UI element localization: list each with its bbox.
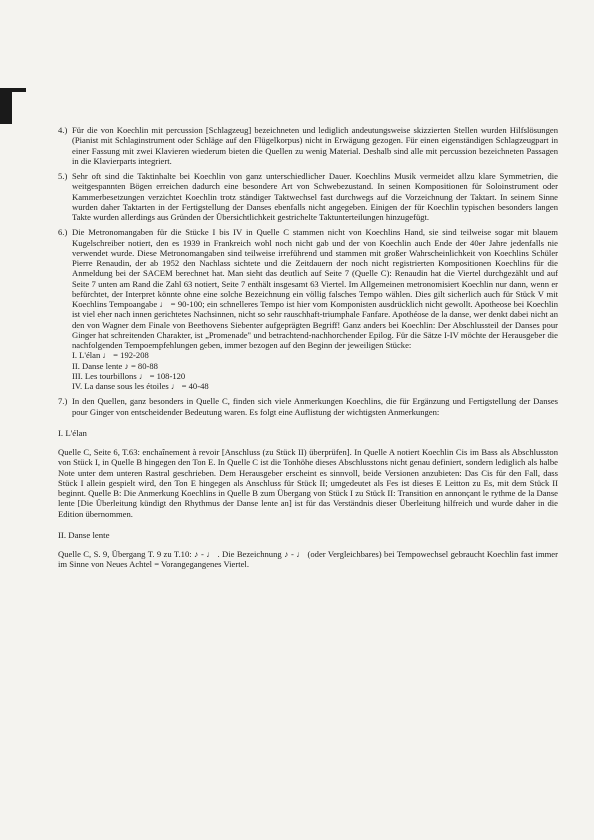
section-text: Quelle C, Seite 6, T.63: enchaînement à revoir [Anschluss (zu Stück II) überprüfen]. In Quelle A notiert Koechlin Cis im Bass als Abschlusston von Stück I, in Quelle B hingegen den Ton E. In Quelle C ist die Tonhöhe dieses Abschlusstons nicht genau definiert, sondern lediglich als halbe Note unter dem unteren Rastral geschrieben. Dem Herausgeber erscheint es sinnvoll, beide Versionen anzubieten: Das Cis für den Fall, dass Stück I allein gespielt wird, den Ton E hingegen als Anschluss für Stück II; umgedeutet als Fes ist dieses E Leitton zu Es, mit dem Stück II beginnt. Quelle B: Die Anmerkung Koechlins in Quelle B zum Übergang von Stück I zu Stück II: Transition en annonçant le rythme de la Danse lente [Die Überleitung kündigt den Rhythmus der Danse lente an] ist für das Verständnis dieser Überleitung hilfreich und wurde daher in die Edition übernommen. [58, 447, 558, 519]
note-text: Sehr oft sind die Taktinhalte bei Koechlin von ganz unterschiedlicher Dauer. Koechlins Musik vermeidet allzu klare Symmetrien, die weitgespannten Bögen erreichen dadurch eine besondere Art von Schwebezustand. In seinen Kompositionen für Soloinstrument oder Kammerbesetzungen verzichtet Koechlin trotz ständiger Taktwechsel fast durchwegs auf die Vorzeichnung der Taktart. In seinem Sinne wurden daher Taktarten in der Fertigstellung der Danses ebenfalls nicht angegeben. Einigen der für Koechlin typischen besonders langen Takte wurden allerdings aus Gründen der Übersichtlichkeit gestrichelte Taktunterteilungen hinzugefügt. [72, 171, 558, 222]
binding-shadow [0, 88, 12, 124]
note-6 [58, 227, 558, 391]
tempo-item: IV. La danse sous les étoiles ♩ = 40-48 [72, 381, 209, 391]
note-number: 7.) [58, 396, 68, 407]
note-4 [58, 125, 558, 166]
tempo-item: III. Les tourbillons ♩ = 108-120 [72, 370, 186, 381]
tempo-item: I. L'élan ♩ = 192-208 [72, 350, 149, 361]
section-danse-lente [58, 530, 558, 570]
note-5 [58, 171, 558, 222]
note-7 [58, 396, 558, 417]
tempo-list [72, 350, 558, 391]
section-text: Quelle C, S. 9, Übergang T. 9 zu T.10: ♪ - ♩ . Die Bezeichnung ♪ - ♩ (oder Vergleichbares) bei Tempowechsel gebraucht Koechlin fast immer im Sinne von Neues Achtel = Vorangegangenes Viertel. [58, 549, 558, 570]
tempo-item: II. Danse lente ♪ = 80-88 [72, 360, 158, 371]
note-number: 6.) [58, 227, 68, 238]
section-heading: II. Danse lente [58, 529, 110, 540]
note-text: In den Quellen, ganz besonders in Quelle C, finden sich viele Anmerkungen Koechlins, die für Ergänzung und Fertigstellung der Danses pour Ginger von entscheidender Bedeutung waren. Es folgt eine Auflistung der wichtigsten Anmerkungen: [72, 396, 558, 417]
note-text: Für die von Koechlin mit percussion [Schlagzeug] bezeichneten und lediglich andeutungsweise skizzierten Stellen wurden Hilfslösungen (Pianist mit Schlaginstrument oder Schläge auf den Flügelkorpus) nicht in Erwägung gezogen. Für einen eigenständigen Schlagzeugpart in einer Fassung mit zwei Klavieren wiederum bieten die Quellen zu wenig Material. Deshalb sind alle mit percussion bezeichneten Passagen in die Klavierparts integriert. [72, 125, 558, 166]
note-number: 4.) [58, 125, 68, 135]
note-number: 5.) [58, 171, 68, 181]
section-heading: I. L'élan [58, 427, 87, 438]
binding-shadow-line [0, 88, 26, 92]
note-text: Die Metronomangaben für die Stücke I bis IV in Quelle C stammen nicht von Koechlins Hand, sie sind teilweise sogar mit blauem Kugelschreiber notiert, den es 1939 in Frankreich wohl noch nicht gab und der von Koechlin auch Ende der 40er Jahre jedenfalls nie verwendet wurde. Diese Metronomangaben sind teilweise irreführend und stammen mit großer Wahrscheinlichkeit von Koechlins Schüler Pierre Renaudin, der ab 1952 den Nachlass sichtete und die Zeitdauern der noch nicht registrierten Kompositionen Koechlins für die Anmeldung bei der SACEM berechnet hat. Man sieht das deutlich auf Seite 7 (Quelle C): Renaudin hat die Viertel durchgezählt und auf Seite 7 unten am Rand die Zahl 63 notiert, Seite 7 enthält insgesamt 63 Viertel. Im Allgemeinen metronomisiert Koechlin nur dann, wenn er befürchtet, der Interpret könnte ohne eine solche Bezeichnung ein völlig falsches Tempo wählen. Dies gilt sicherlich auch für Stück V mit Koechlins Tempoangabe ♩ = 90-100; ein schnelleres Tempo ist hier vom Komponisten ausdrücklich nicht gewollt. Apotheose bei Koechlin ist viel eher nach innen gerichtetes Nachsinnen, nicht so sehr rauschhaft-triumphale Fanfare. Apothéose de la danse, wer denkt dabei nicht an den von Wagner dem Finale von Beethovens Siebenter aufgeprägten Begriff! Ganz anders bei Koechlin: Der Abschlussteil der Danses pour Ginger hat schreitenden Charakter, ist „Promenade" und betrachtend-nachhorchender Epilog. Für die Sätze I-IV möchte der Herausgeber die nachfolgenden Tempoempfehlungen geben, immer bezogen auf den Beginn der jeweiligen Stücke: [72, 227, 558, 350]
section-lelan [58, 428, 558, 519]
page-content [58, 125, 558, 570]
